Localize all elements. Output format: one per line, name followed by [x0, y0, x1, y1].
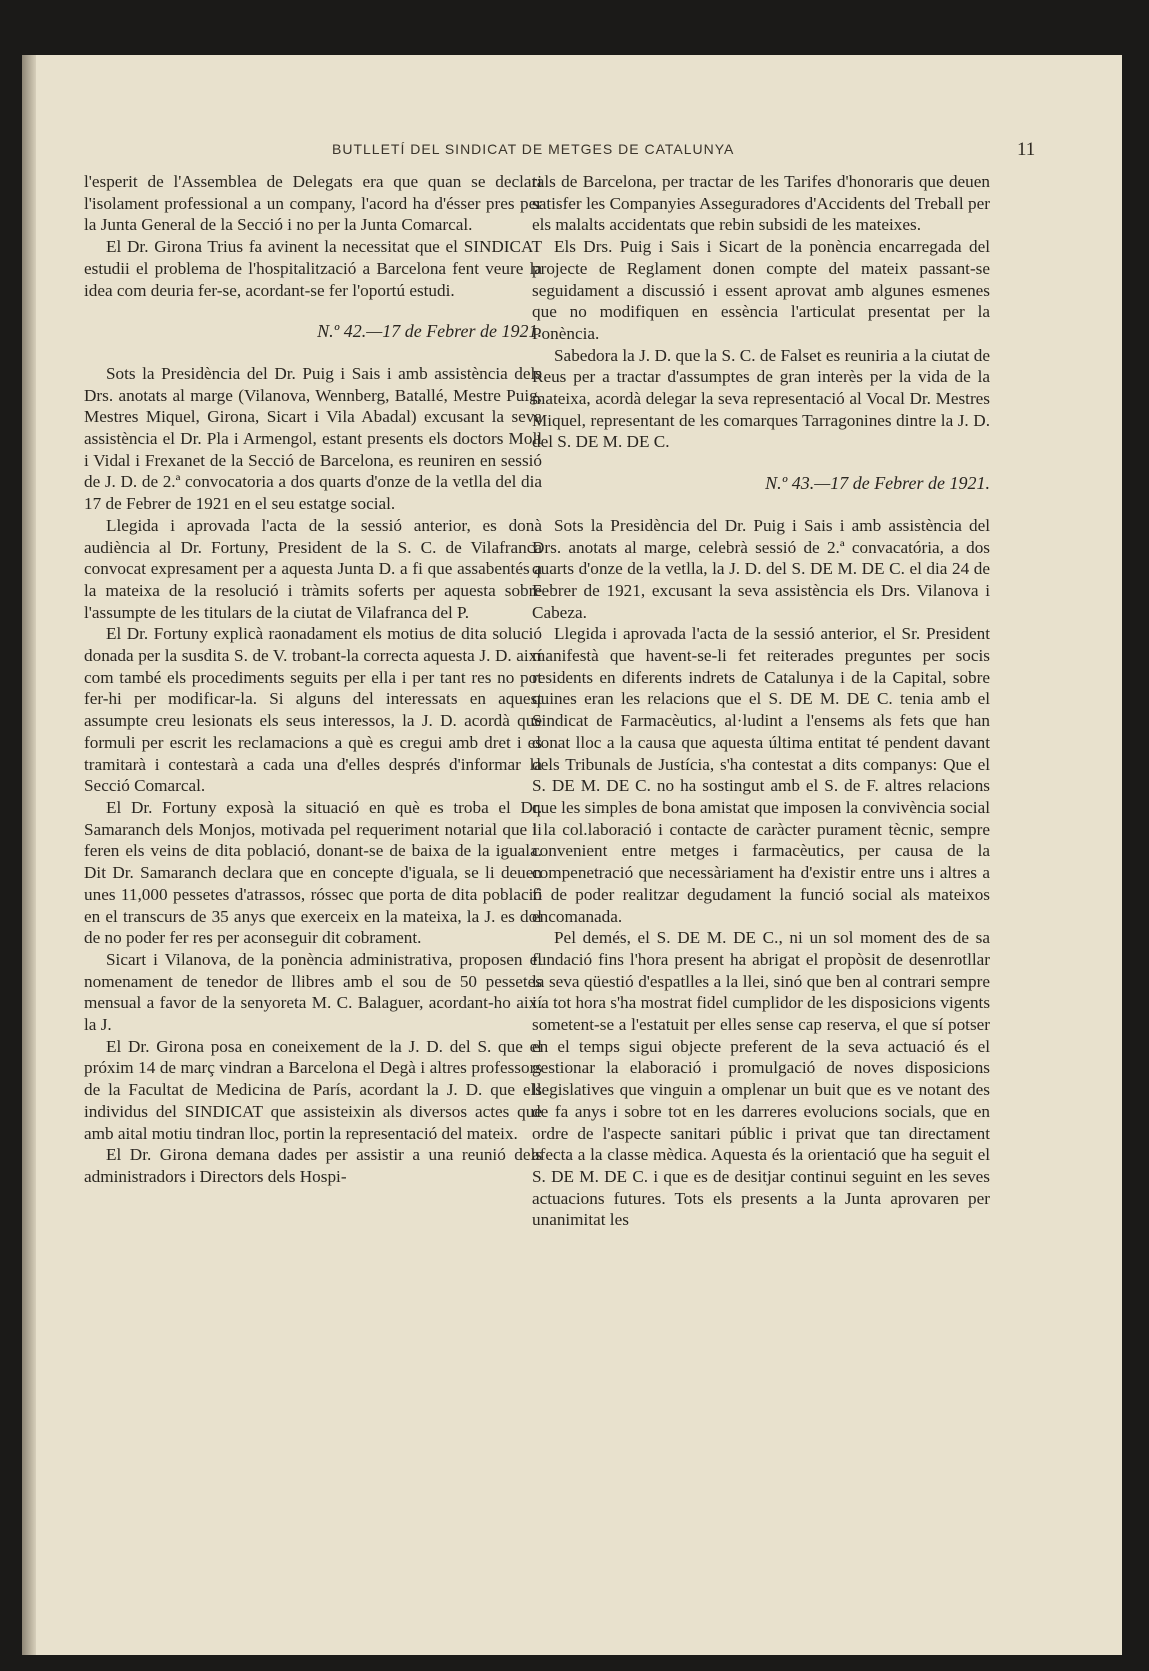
running-title: BUTLLETÍ DEL SINDICAT DE METGES DE CATALUNYA [332, 141, 735, 157]
paragraph: Sots la Presidència del Dr. Puig i Sais i amb assistència dels Drs. anotats al marge (Vilanova, Wennberg, Batallé, Mestre Puig, Mestres Miquel, Girona, Sicart i Vila Abadal) excusant la seva assistència el Dr. Pla i Armengol, estant presents els doctors Moll i Vidal i Frexanet de la Secció de Barcelona, es reuniren en sessió de J. D. de 2.ª convocatoria a dos quarts d'onze de la vetlla del dia 17 de Febrer de 1921 en el seu estatge social. [84, 363, 542, 514]
paragraph: Sicart i Vilanova, de la ponència administrativa, proposen el nomenament de tenedor de llibres amb el sou de 50 pessetes mensual a favor de la senyoreta M. C. Balaguer, acordant-ho així la J. [84, 949, 542, 1035]
left-column [84, 171, 542, 1188]
page-gutter [22, 55, 36, 1655]
paragraph: Sots la Presidència del Dr. Puig i Sais i amb assistència del Drs. anotats al marge, celebrà sessió de 2.ª convacatória, a dos quarts d'onze de la vetlla, la J. D. del S. DE M. DE C. el dia 24 de Febrer de 1921, excusant la seva assistència els Drs. Vilanova i Cabeza. [532, 515, 990, 622]
section-heading: N.º 43.—17 de Febrer de 1921. [765, 473, 990, 494]
book-page [22, 55, 1122, 1655]
paragraph: Pel demés, el S. DE M. DE C., ni un sol moment des de sa fundació fins l'hora present ha abrigat el propòsit de desenrotllar la seva qüestió d'espatlles a la llei, sinó que ben al contrari sempre i a tot hora s'ha mostrat fidel cumplidor de les disposicions vigents sometent-se a l'estatuit per elles sense cap reserva, el que sí potser en el temps sigui objecte preferent de la seva actuació és el gestionar la elaboració i promulgació de noves disposicions llegislatives que vinguin a omplenar un buit que es ve notant des de fa anys i sobre tot en les darreres evolucions socials, que en ordre de l'aspecte sanitari públic i privat que tan directament afecta a la classe mèdica. Aquesta és la orientació que ha seguit el S. DE M. DE C. i que es de desitjar continui seguint en les seves actuacions futures. Tots els presents a la Junta aprovaren per unanimitat les [532, 928, 991, 1230]
page-number: 11 [1017, 139, 1036, 160]
paragraph: l'esperit de l'Assemblea de Delegats era que quan se declari l'isolament professional a un company, l'acord ha d'ésser pres per la Junta General de la Secció i no per la Junta Comarcal. [84, 172, 542, 235]
page-header [22, 141, 1122, 163]
right-column [532, 171, 990, 1231]
paragraph: El Dr. Girona posa en coneixement de la J. D. del S. que el próxim 14 de març vindran a Barcelona el Degà i altres professors de la Facultat de Medicina de París, acordant la J. D. que els individus del SINDICAT que assisteixin als diversos actes que amb aital motiu tindran lloc, portin la representació del mateix. [84, 1036, 542, 1143]
paragraph: Els Drs. Puig i Sais i Sicart de la ponència encarregada del projecte de Reglament donen compte del mateix passant-se seguidament a discussió i essent aprovat amb algunes esmenes que no modifiquen en essència l'articulat presentat per la Ponència. [532, 237, 990, 343]
paragraph: Sabedora la J. D. que la S. C. de Falset es reuniria a la ciutat de Reus per a tractar d'assumptes de gran interès per la vida de la mateixa, acordà delegar la seva representació al Vocal Dr. Mestres Miquel, representant de les comarques Tarragonines dintre la J. D. del S. DE M. DE C. [532, 345, 990, 452]
paragraph: El Dr. Girona demana dades per assistir a una reunió dels administradors i Directors dels Hospi- [84, 1145, 542, 1186]
paragraph: Llegida i aprovada l'acta de la sessió anterior, es donà audiència al Dr. Fortuny, President de la S. C. de Vilafranca convocat expresament per a aquesta Junta D. a fi que assabentés a la mateixa de la resolució i tràmits soferts per aquesta sobre l'assumpte de les titulars de la ciutat de Vilafranca del P. [84, 515, 542, 622]
paragraph: El Dr. Girona Trius fa avinent la necessitat que el SINDICAT estudii el problema de l'hospitalització a Barcelona fent veure la idea com deuria fer-se, acordant-se fer l'oportú estudi. [84, 237, 542, 300]
paragraph: tals de Barcelona, per tractar de les Tarifes d'honoraris que deuen satisfer les Companyies Asseguradores d'Accidents del Treball per els malalts accidentats que rebin subsidi de les mateixes. [532, 172, 990, 235]
section-heading: N.º 42.—17 de Febrer de 1921. [317, 321, 542, 342]
paragraph: El Dr. Fortuny explicà raonadament els motius de dita solució donada per la susdita S. de V. trobant-la correcta aquesta J. D. així com també els procediments seguits per ella i per tant res no pot fer-hi per modificar-la. Si alguns del interessats en aquest assumpte creu lesionats els seus interessos, la J. D. acordà que formuli per escrit les reclamacions a què es cregui amb dret i es tramitarà i contestarà a cada una d'elles després d'informar la Secció Comarcal. [84, 624, 542, 796]
paragraph: Llegida i aprovada l'acta de la sessió anterior, el Sr. President manifestà que havent-se-li fet reiterades preguntes per socis residents en diferents indrets de Catalunya i de la Capital, sobre quines eran les relacions que el S. DE M. DE C. tenia amb el Sindicat de Farmacèutics, al·ludint a l'ensems als fets que han donat lloc a la causa que aquesta última entitat té pendent davant dels Tribunals de Justícia, s'ha contestat a dits companys: Que el S. DE M. DE C. no ha sostingut amb el S. de F. altres relacions que les simples de bona amistat que imposen la convivència social i la col.laboració i contacte de caràcter purament tècnic, sempre convenient entre metges i farmacèutics, per causa de la compenetració que necessàriament ha d'existir entre uns i altres a fi de poder realitzar degudament la funció social als mateixos encomanada. [532, 624, 990, 926]
paragraph: El Dr. Fortuny exposà la situació en què es troba el Dr. Samaranch dels Monjos, motivada pel requeriment notarial que li feren els veins de dita població, donant-se de baixa de la iguala. Dit Dr. Samaranch declara que en concepte d'iguala, se li deuen unes 11,000 pessetes d'atrassos, róssec que porta de dita població en el transcurs de 35 anys que exerceix en la mateixa, la J. es dol de no poder fer res per aconseguir dit cobrament. [84, 797, 542, 948]
